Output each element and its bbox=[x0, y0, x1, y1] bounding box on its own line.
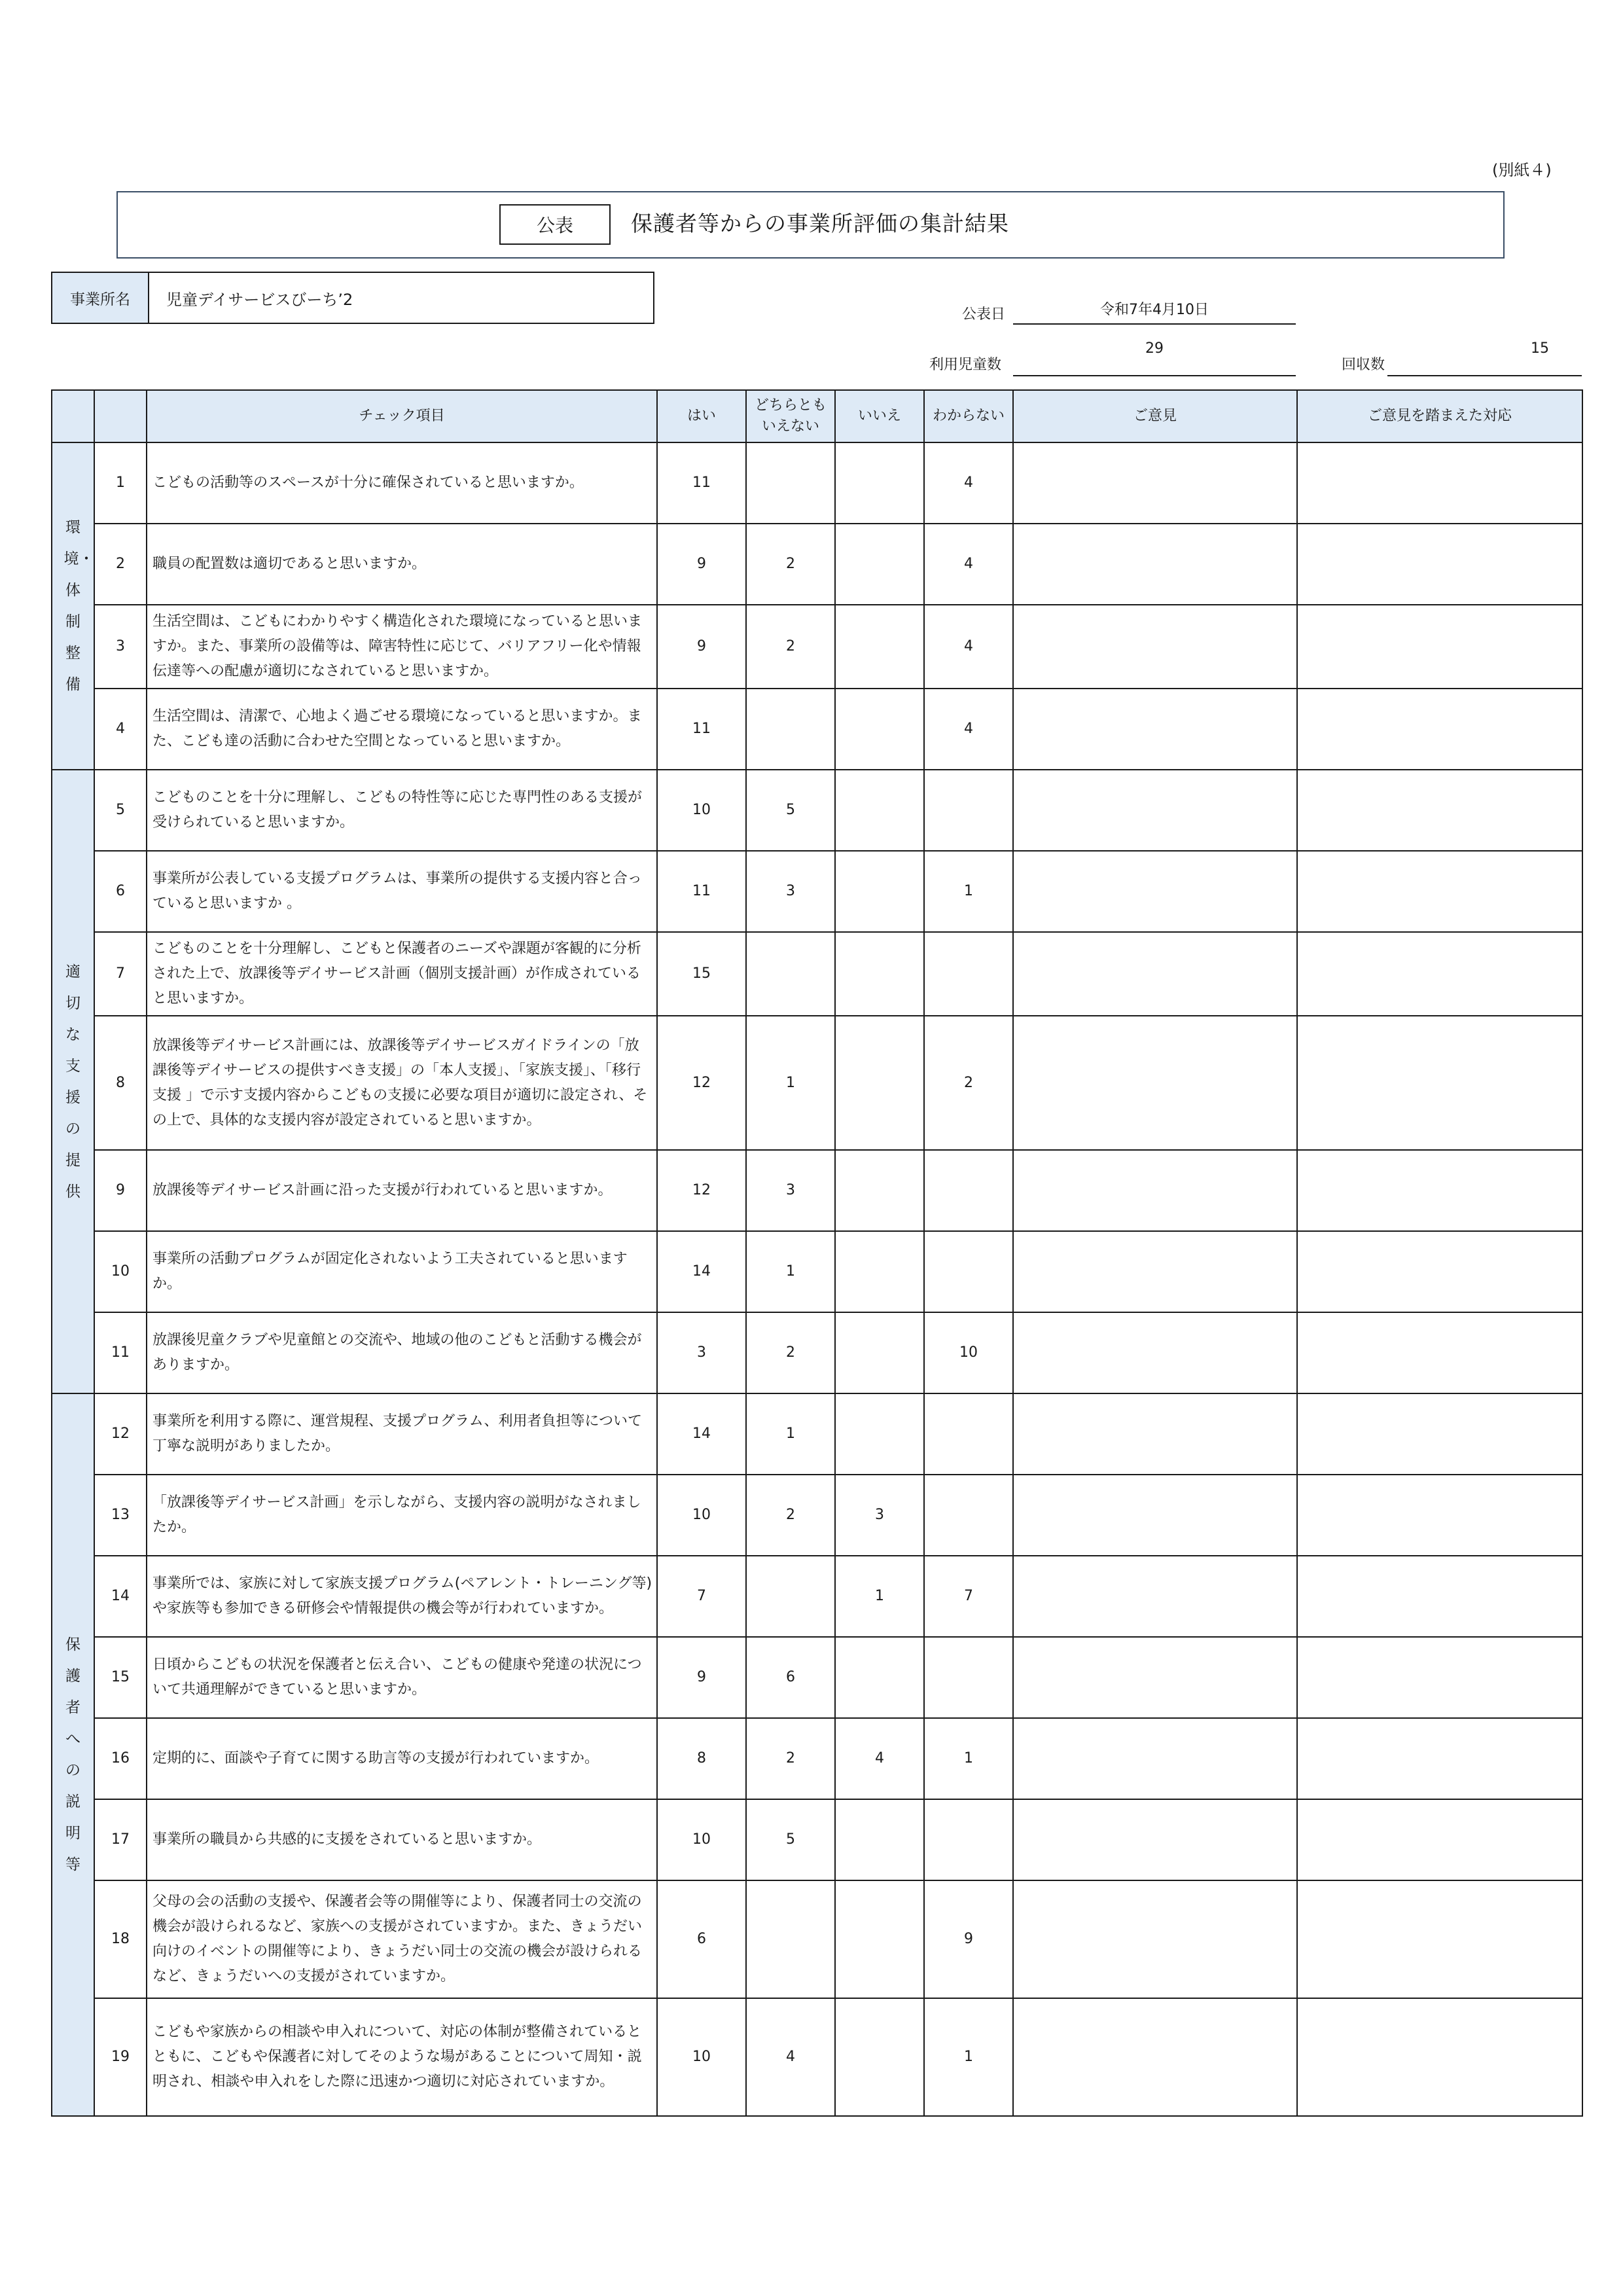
opinion-cell bbox=[1013, 1880, 1297, 1998]
category-cell bbox=[52, 770, 94, 1393]
count-yes: 11 bbox=[657, 689, 746, 770]
response-cell bbox=[1297, 689, 1582, 770]
count-yes: 14 bbox=[657, 1393, 746, 1475]
count-yes: 9 bbox=[657, 1637, 746, 1718]
count-no bbox=[835, 1231, 924, 1312]
count-unknown: 4 bbox=[924, 689, 1013, 770]
count-neither: 1 bbox=[746, 1393, 835, 1475]
response-cell bbox=[1297, 1231, 1582, 1312]
response-cell bbox=[1297, 1637, 1582, 1718]
table-row bbox=[52, 1312, 1582, 1393]
count-yes: 14 bbox=[657, 1231, 746, 1312]
count-unknown: 7 bbox=[924, 1556, 1013, 1637]
response-cell bbox=[1297, 1150, 1582, 1231]
table-row bbox=[52, 770, 1582, 851]
item-number: 3 bbox=[94, 605, 147, 689]
category-label: 環境・体制整備 bbox=[63, 519, 94, 693]
opinion-cell bbox=[1013, 442, 1297, 524]
title-box bbox=[116, 191, 1505, 259]
count-unknown bbox=[924, 1637, 1013, 1718]
office-label: 事業所名 bbox=[52, 273, 149, 323]
col-no-header: いいえ bbox=[835, 390, 924, 442]
count-neither: 2 bbox=[746, 605, 835, 689]
question-text: 父母の会の活動の支援や、保護者会等の開催等により、保護者同士の交流の機会が設けられるなど、家族への支援がされていますか。また、きょうだい向けのイベントの開催等により、きょうだい同士の交流の機会が設けられるなど、きょうだいへの支援がされていますか。 bbox=[147, 1880, 657, 1998]
children-count-label: 利用児童数 bbox=[929, 357, 1002, 373]
table-row bbox=[52, 1556, 1582, 1637]
count-neither: 5 bbox=[746, 770, 835, 851]
response-cell bbox=[1297, 1998, 1582, 2116]
table-row bbox=[52, 1393, 1582, 1475]
evaluation-table bbox=[51, 389, 1583, 2117]
question-text: こどもの活動等のスペースが十分に確保されていると思いますか。 bbox=[147, 442, 657, 524]
table-row bbox=[52, 1231, 1582, 1312]
count-unknown bbox=[924, 1393, 1013, 1475]
children-count-value: 29 bbox=[1013, 340, 1296, 376]
table-row bbox=[52, 1998, 1582, 2116]
table-row bbox=[52, 442, 1582, 524]
count-no bbox=[835, 1393, 924, 1475]
count-neither: 2 bbox=[746, 1475, 835, 1556]
count-yes: 8 bbox=[657, 1718, 746, 1799]
response-cell bbox=[1297, 1799, 1582, 1880]
count-unknown: 1 bbox=[924, 1718, 1013, 1799]
count-yes: 15 bbox=[657, 932, 746, 1016]
count-no bbox=[835, 932, 924, 1016]
question-text: 生活空間は、清潔で、心地よく過ごせる環境になっていると思いますか。また、こども達の活動に合わせた空間となっていると思いますか。 bbox=[147, 689, 657, 770]
question-text: こどもや家族からの相談や申入れについて、対応の体制が整備されているとともに、こどもや保護者に対してそのような場があることについて周知・説明され、相談や申入れをした際に迅速かつ適切に対応されていますか。 bbox=[147, 1998, 657, 2116]
count-yes: 10 bbox=[657, 1998, 746, 2116]
count-neither bbox=[746, 1556, 835, 1637]
count-yes: 3 bbox=[657, 1312, 746, 1393]
count-no bbox=[835, 442, 924, 524]
table-row bbox=[52, 1475, 1582, 1556]
page-title: 保護者等からの事業所評価の集計結果 bbox=[631, 211, 1009, 236]
response-cell bbox=[1297, 605, 1582, 689]
count-neither: 2 bbox=[746, 1718, 835, 1799]
response-cell bbox=[1297, 851, 1582, 932]
office-name: 児童デイサービスびーち’2 bbox=[166, 290, 353, 309]
opinion-cell bbox=[1013, 1799, 1297, 1880]
count-neither: 1 bbox=[746, 1016, 835, 1150]
question-text: 事業所が公表している支援プログラムは、事業所の提供する支援内容と合っていると思いますか 。 bbox=[147, 851, 657, 932]
count-unknown: 4 bbox=[924, 605, 1013, 689]
count-neither: 5 bbox=[746, 1799, 835, 1880]
opinion-cell bbox=[1013, 1231, 1297, 1312]
count-no bbox=[835, 1998, 924, 2116]
count-yes: 6 bbox=[657, 1880, 746, 1998]
question-text: 日頃からこどもの状況を保護者と伝え合い、こどもの健康や発達の状況について共通理解ができていると思いますか。 bbox=[147, 1637, 657, 1718]
opinion-cell bbox=[1013, 605, 1297, 689]
col-neither-header: どちらとも いえない bbox=[746, 390, 835, 442]
opinion-cell bbox=[1013, 1393, 1297, 1475]
count-neither: 2 bbox=[746, 524, 835, 605]
attachment-label: (別紙４) bbox=[1492, 161, 1552, 179]
response-cell bbox=[1297, 932, 1582, 1016]
header-blank-category bbox=[52, 390, 94, 442]
count-neither bbox=[746, 442, 835, 524]
response-cell bbox=[1297, 1312, 1582, 1393]
opinion-cell bbox=[1013, 1718, 1297, 1799]
count-no: 1 bbox=[835, 1556, 924, 1637]
question-text: 放課後等デイサービス計画には、放課後等デイサービスガイドラインの「放課後等デイサービスの提供すべき支援」の「本人支援」、「家族支援」、「移行支援 」で示す支援内容からこどもの支援に必要な項目が適切に設定され、その上で、具体的な支援内容が設定されていると思いますか。 bbox=[147, 1016, 657, 1150]
count-no bbox=[835, 1312, 924, 1393]
opinion-cell bbox=[1013, 524, 1297, 605]
office-box bbox=[51, 272, 654, 324]
table-row bbox=[52, 1718, 1582, 1799]
question-text: こどものことを十分に理解し、こどもの特性等に応じた専門性のある支援が受けられていると思いますか。 bbox=[147, 770, 657, 851]
col-yes-header: はい bbox=[657, 390, 746, 442]
responses-label: 回収数 bbox=[1342, 357, 1385, 373]
count-unknown: 4 bbox=[924, 524, 1013, 605]
opinion-cell bbox=[1013, 851, 1297, 932]
table-row bbox=[52, 524, 1582, 605]
count-unknown: 1 bbox=[924, 1998, 1013, 2116]
question-text: 生活空間は、こどもにわかりやすく構造化された環境になっていると思いますか。また、事業所の設備等は、障害特性に応じて、バリアフリー化や情報伝達等への配慮が適切になされていると思いますか。 bbox=[147, 605, 657, 689]
response-cell bbox=[1297, 442, 1582, 524]
item-number: 11 bbox=[94, 1312, 147, 1393]
table-row bbox=[52, 689, 1582, 770]
opinion-cell bbox=[1013, 1150, 1297, 1231]
count-no bbox=[835, 689, 924, 770]
count-unknown bbox=[924, 1475, 1013, 1556]
table-row bbox=[52, 1880, 1582, 1998]
response-cell bbox=[1297, 1718, 1582, 1799]
count-yes: 10 bbox=[657, 1799, 746, 1880]
opinion-cell bbox=[1013, 1016, 1297, 1150]
count-no bbox=[835, 1637, 924, 1718]
count-unknown: 4 bbox=[924, 442, 1013, 524]
count-no bbox=[835, 770, 924, 851]
count-neither: 1 bbox=[746, 1231, 835, 1312]
count-no bbox=[835, 1799, 924, 1880]
count-no bbox=[835, 605, 924, 689]
count-unknown: 2 bbox=[924, 1016, 1013, 1150]
item-number: 19 bbox=[94, 1998, 147, 2116]
count-neither bbox=[746, 932, 835, 1016]
opinion-cell bbox=[1013, 1556, 1297, 1637]
item-number: 6 bbox=[94, 851, 147, 932]
category-cell bbox=[52, 442, 94, 770]
item-number: 9 bbox=[94, 1150, 147, 1231]
count-neither bbox=[746, 689, 835, 770]
publish-date-value: 令和7年4月10日 bbox=[1013, 298, 1296, 325]
table-row bbox=[52, 851, 1582, 932]
count-unknown bbox=[924, 1231, 1013, 1312]
table-header-row bbox=[52, 390, 1582, 442]
item-number: 12 bbox=[94, 1393, 147, 1475]
item-number: 13 bbox=[94, 1475, 147, 1556]
question-text: 定期的に、面談や子育てに関する助言等の支援が行われていますか。 bbox=[147, 1718, 657, 1799]
count-no: 4 bbox=[835, 1718, 924, 1799]
response-cell bbox=[1297, 1393, 1582, 1475]
count-neither: 6 bbox=[746, 1637, 835, 1718]
count-yes: 12 bbox=[657, 1150, 746, 1231]
count-unknown: 1 bbox=[924, 851, 1013, 932]
count-unknown bbox=[924, 1150, 1013, 1231]
item-number: 18 bbox=[94, 1880, 147, 1998]
count-neither: 3 bbox=[746, 851, 835, 932]
item-number: 14 bbox=[94, 1556, 147, 1637]
responses-value: 15 bbox=[1387, 340, 1582, 376]
item-number: 8 bbox=[94, 1016, 147, 1150]
response-cell bbox=[1297, 1016, 1582, 1150]
table-row bbox=[52, 1637, 1582, 1718]
opinion-cell bbox=[1013, 1637, 1297, 1718]
table-row bbox=[52, 1016, 1582, 1150]
question-text: 「放課後等デイサービス計画」を示しながら、支援内容の説明がなされましたか。 bbox=[147, 1475, 657, 1556]
question-text: 事業所を利用する際に、運営規程、支援プログラム、利用者負担等について丁寧な説明がありましたか。 bbox=[147, 1393, 657, 1475]
response-cell bbox=[1297, 1880, 1582, 1998]
count-no bbox=[835, 1016, 924, 1150]
item-number: 5 bbox=[94, 770, 147, 851]
table-row bbox=[52, 1799, 1582, 1880]
question-text: 放課後等デイサービス計画に沿った支援が行われていると思いますか。 bbox=[147, 1150, 657, 1231]
item-number: 4 bbox=[94, 689, 147, 770]
opinion-cell bbox=[1013, 689, 1297, 770]
count-yes: 10 bbox=[657, 1475, 746, 1556]
count-yes: 11 bbox=[657, 442, 746, 524]
table-row bbox=[52, 1150, 1582, 1231]
header-blank-number bbox=[94, 390, 147, 442]
response-cell bbox=[1297, 770, 1582, 851]
count-unknown: 10 bbox=[924, 1312, 1013, 1393]
category-label: 保護者への説明等 bbox=[65, 1636, 80, 1873]
item-number: 16 bbox=[94, 1718, 147, 1799]
response-cell bbox=[1297, 1475, 1582, 1556]
count-neither: 4 bbox=[746, 1998, 835, 2116]
count-no bbox=[835, 1880, 924, 1998]
count-unknown bbox=[924, 770, 1013, 851]
question-text: 放課後児童クラブや児童館との交流や、地域の他のこどもと活動する機会がありますか。 bbox=[147, 1312, 657, 1393]
col-response-header: ご意見を踏まえた対応 bbox=[1297, 390, 1582, 442]
col-unknown-header: わからない bbox=[924, 390, 1013, 442]
item-number: 7 bbox=[94, 932, 147, 1016]
count-neither: 2 bbox=[746, 1312, 835, 1393]
count-no bbox=[835, 851, 924, 932]
table-row bbox=[52, 605, 1582, 689]
opinion-cell bbox=[1013, 1312, 1297, 1393]
col-check-item-header: チェック項目 bbox=[147, 390, 657, 442]
count-no bbox=[835, 1150, 924, 1231]
item-number: 1 bbox=[94, 442, 147, 524]
publish-date-label: 公表日 bbox=[962, 306, 1006, 323]
question-text: 事業所の活動プログラムが固定化されないよう工夫されていると思いますか。 bbox=[147, 1231, 657, 1312]
response-cell bbox=[1297, 524, 1582, 605]
count-yes: 7 bbox=[657, 1556, 746, 1637]
response-cell bbox=[1297, 1556, 1582, 1637]
question-text: 職員の配置数は適切であると思いますか。 bbox=[147, 524, 657, 605]
count-neither: 3 bbox=[746, 1150, 835, 1231]
count-yes: 12 bbox=[657, 1016, 746, 1150]
category-cell bbox=[52, 1393, 94, 2116]
question-text: こどものことを十分理解し、こどもと保護者のニーズや課題が客観的に分析された上で、放課後等デイサービス計画（個別支援計画）が作成されていると思いますか。 bbox=[147, 932, 657, 1016]
item-number: 2 bbox=[94, 524, 147, 605]
count-yes: 9 bbox=[657, 524, 746, 605]
count-no bbox=[835, 524, 924, 605]
count-yes: 11 bbox=[657, 851, 746, 932]
col-opinion-header: ご意見 bbox=[1013, 390, 1297, 442]
count-no: 3 bbox=[835, 1475, 924, 1556]
question-text: 事業所の職員から共感的に支援をされていると思いますか。 bbox=[147, 1799, 657, 1880]
opinion-cell bbox=[1013, 1475, 1297, 1556]
public-badge: 公表 bbox=[499, 204, 611, 245]
count-yes: 9 bbox=[657, 605, 746, 689]
count-neither bbox=[746, 1880, 835, 1998]
opinion-cell bbox=[1013, 1998, 1297, 2116]
count-unknown bbox=[924, 932, 1013, 1016]
question-text: 事業所では、家族に対して家族支援プログラム(ペアレント・トレーニング等)や家族等も参加できる研修会や情報提供の機会等が行われていますか。 bbox=[147, 1556, 657, 1637]
item-number: 10 bbox=[94, 1231, 147, 1312]
count-yes: 10 bbox=[657, 770, 746, 851]
count-unknown bbox=[924, 1799, 1013, 1880]
category-label: 適切な支援の提供 bbox=[65, 963, 80, 1200]
table-row bbox=[52, 932, 1582, 1016]
item-number: 15 bbox=[94, 1637, 147, 1718]
item-number: 17 bbox=[94, 1799, 147, 1880]
opinion-cell bbox=[1013, 932, 1297, 1016]
count-unknown: 9 bbox=[924, 1880, 1013, 1998]
opinion-cell bbox=[1013, 770, 1297, 851]
